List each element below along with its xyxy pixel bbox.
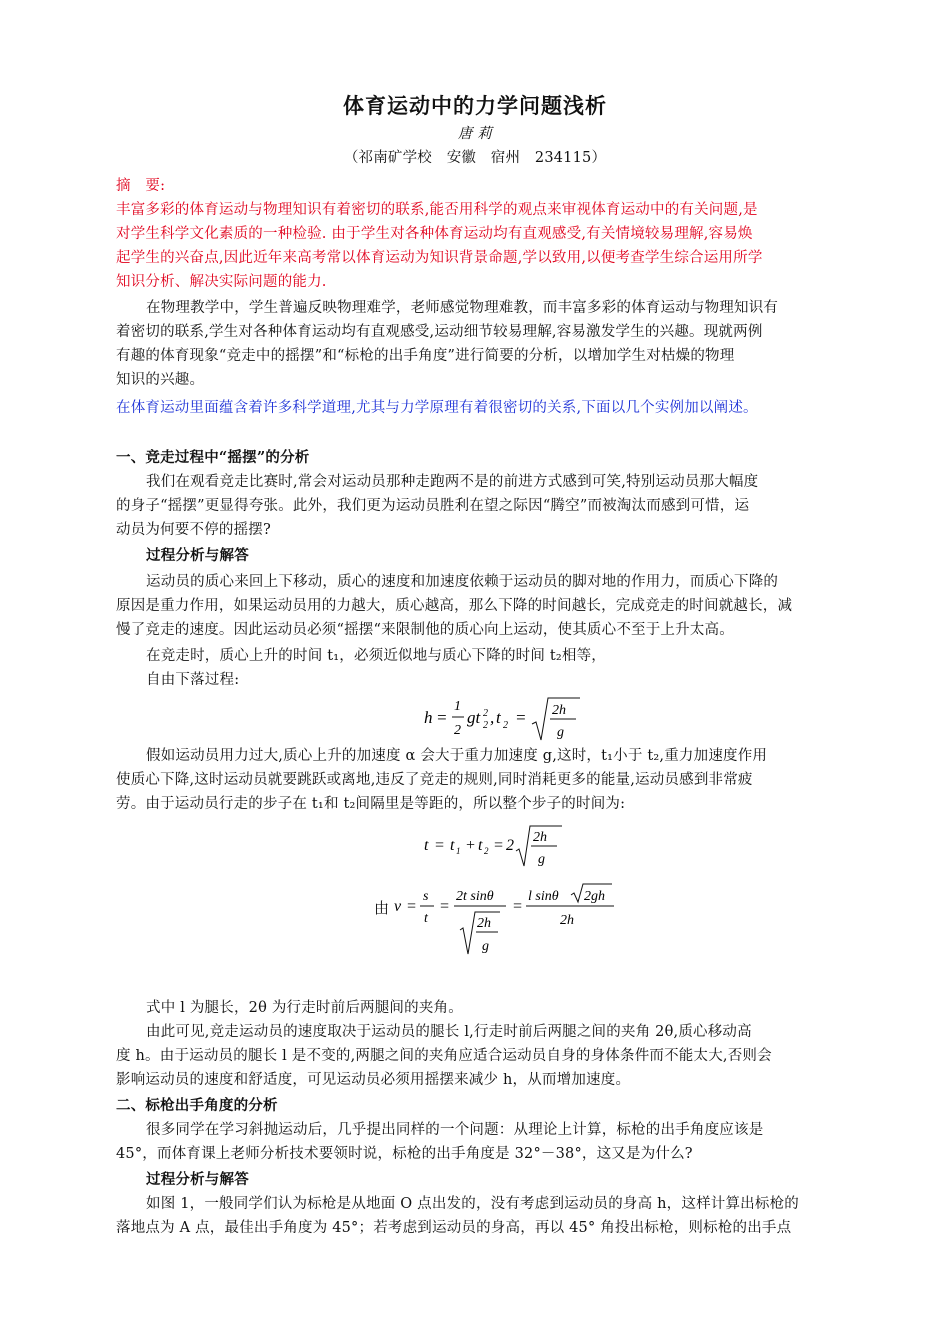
svg-text:t: t [450,837,455,854]
subheading: 过程分析与解答 [146,1171,249,1188]
body-line: 的身子“摇摆”更显得夸张。此外，我们更为运动员胜利在望之际因“腾空”而被淘汰而感到可惜，运 [116,498,750,514]
formula-prefix: 由 [374,899,390,917]
body-line: 运动员的质心来回上下移动，质心的速度和加速度依赖于运动员的脚对地的作用力，而质心下降的 [146,574,779,590]
svg-text:2h: 2h [552,703,566,718]
abstract-label: 摘 要: [116,178,166,194]
body-line: 劳。由于运动员行走的步子在 t₁和 t₂间隔里是等距的，所以整个步子的时间为: [116,796,626,812]
svg-text:+: + [465,837,476,854]
abstract-line: 起学生的兴奋点,因此近年来高考常以体育运动为知识背景命题,学以致用,以便考查学生综合运用所学 [116,250,763,266]
formula-free-fall [420,690,590,744]
svg-text:gt: gt [467,708,481,727]
svg-text:=: = [512,898,523,915]
svg-text:t: t [478,837,483,854]
svg-text:l sinθ: l sinθ [528,889,559,904]
body-line: 慢了竞走的速度。因此运动员必须“摇摆“来限制他的质心向上运动，使其质心不至于上升太高。 [116,622,734,638]
svg-text:2gh: 2gh [584,889,605,904]
svg-text:s: s [423,889,429,904]
body-line: 影响运动员的速度和舒适度，可见运动员必须用摇摆来减少 h，从而增加速度。 [116,1072,631,1088]
intro-line: 在物理教学中，学生普遍反映物理难学，老师感觉物理难教，而丰富多彩的体育运动与物理知识有 [146,300,779,316]
abstract-line: 对学生科学文化素质的一种检验. 由于学生对各种体育运动均有直观感受,有关情境较易理解,容易焕 [116,226,753,242]
svg-text:h: h [424,708,433,727]
svg-text:=: = [434,837,445,854]
svg-text:1: 1 [454,699,461,714]
abstract-line: 丰富多彩的体育运动与物理知识有着密切的联系,能否用科学的观点来审视体育运动中的有关问题,是 [116,202,758,218]
body-line: 如图 1，一般同学们认为标枪是从地面 O 点出发的，没有考虑到运动员的身高 h，这样计算出标枪的 [146,1196,799,1212]
body-line: 假如运动员用力过大,质心上升的加速度 α 会大于重力加速度 g,这时，t₁小于 t₂,重力加速度作用 [146,748,768,764]
svg-text:=: = [493,837,504,854]
body-line: 自由下落过程: [146,672,240,688]
svg-text:=: = [406,898,417,915]
svg-text:2: 2 [454,723,461,738]
body-line: 度 h。由于运动员的腿长 l 是不变的,两腿之间的夹角应适合运动员自身的身体条件而不能太大,否则会 [116,1048,772,1064]
svg-text:t: t [496,708,501,727]
author-name: 唐 莉 [457,126,493,142]
formula-step-time [420,820,570,870]
body-line: 落地点为 A 点，最佳出手角度为 45°；若考虑到运动员的身高，再以 45° 角投出标枪，则标枪的出手点 [116,1220,792,1236]
svg-text:=: = [515,708,527,727]
svg-text:t: t [424,837,429,854]
svg-text:2: 2 [483,720,488,731]
svg-text:,: , [490,708,495,727]
svg-text:g: g [482,939,489,954]
svg-text:1: 1 [456,846,461,856]
svg-text:g: g [557,725,564,740]
svg-text:v: v [394,898,402,915]
body-line: 式中 l 为腿长，2θ 为行走时前后两腿间的夹角。 [146,1000,463,1016]
svg-text:2: 2 [503,720,508,731]
highlight-line: 在体育运动里面蕴含着许多科学道理,尤其与力学原理有着很密切的关系,下面以几个实例加以阐述。 [116,400,758,416]
svg-text:t: t [424,911,428,926]
svg-text:=: = [439,898,450,915]
svg-text:2h: 2h [533,830,547,845]
svg-text:g: g [538,852,545,867]
body-line: 45°，而体育课上老师分析技术要领时说，标枪的出手角度是 32°－38°，这又是为什么? [116,1146,693,1162]
body-line: 动员为何要不停的摇摆? [116,522,271,538]
intro-line: 知识的兴趣。 [116,372,205,388]
body-line: 我们在观看竞走比赛时,常会对运动员那种走跑两不是的前进方式感到可笑,特别运动员那大幅度 [146,474,759,490]
body-line: 使质心下降,这时运动员就要跳跃或离地,违反了竞走的规则,同时消耗更多的能量,运动员感到非常疲 [116,772,753,788]
body-line: 由此可见,竞走运动员的速度取决于运动员的腿长 l,行走时前后两腿之间的夹角 2θ,质心移动高 [146,1024,752,1040]
svg-text:2h: 2h [477,916,491,931]
section-heading: 二、标枪出手角度的分析 [116,1097,278,1114]
formula-velocity [372,878,622,960]
intro-line: 有趣的体育现象“竞走中的摇摆”和“标枪的出手角度”进行简要的分析，以增加学生对枯燥的物理 [116,348,735,364]
intro-line: 着密切的联系,学生对各种体育运动均有直观感受,运动细节较易理解,容易激发学生的兴趣。现就两例 [116,324,763,340]
paper-title: 体育运动中的力学问题浅析 [343,93,607,118]
section-heading: 一、竞走过程中“摇摆”的分析 [116,449,310,466]
body-line: 在竞走时，质心上升的时间 t₁，必须近似地与质心下降的时间 t₂相等， [146,648,606,664]
svg-text:2: 2 [506,837,514,854]
svg-text:=: = [436,708,448,727]
svg-text:2t sinθ: 2t sinθ [456,889,494,904]
body-line: 原因是重力作用，如果运动员用的力越大，质心越高，那么下降的时间越长，完成竞走的时间就越长，减 [116,598,793,614]
svg-text:2: 2 [484,846,489,856]
svg-text:2: 2 [483,708,488,719]
abstract-line: 知识分析、解决实际问题的能力. [116,274,327,290]
body-line: 很多同学在学习斜抛运动后，几乎提出同样的一个问题：从理论上计算，标枪的出手角度应该是 [146,1122,764,1138]
affiliation: （祁南矿学校 安徽 宿州 234115） [343,150,607,166]
svg-text:2h: 2h [560,913,574,928]
subheading: 过程分析与解答 [146,547,249,564]
